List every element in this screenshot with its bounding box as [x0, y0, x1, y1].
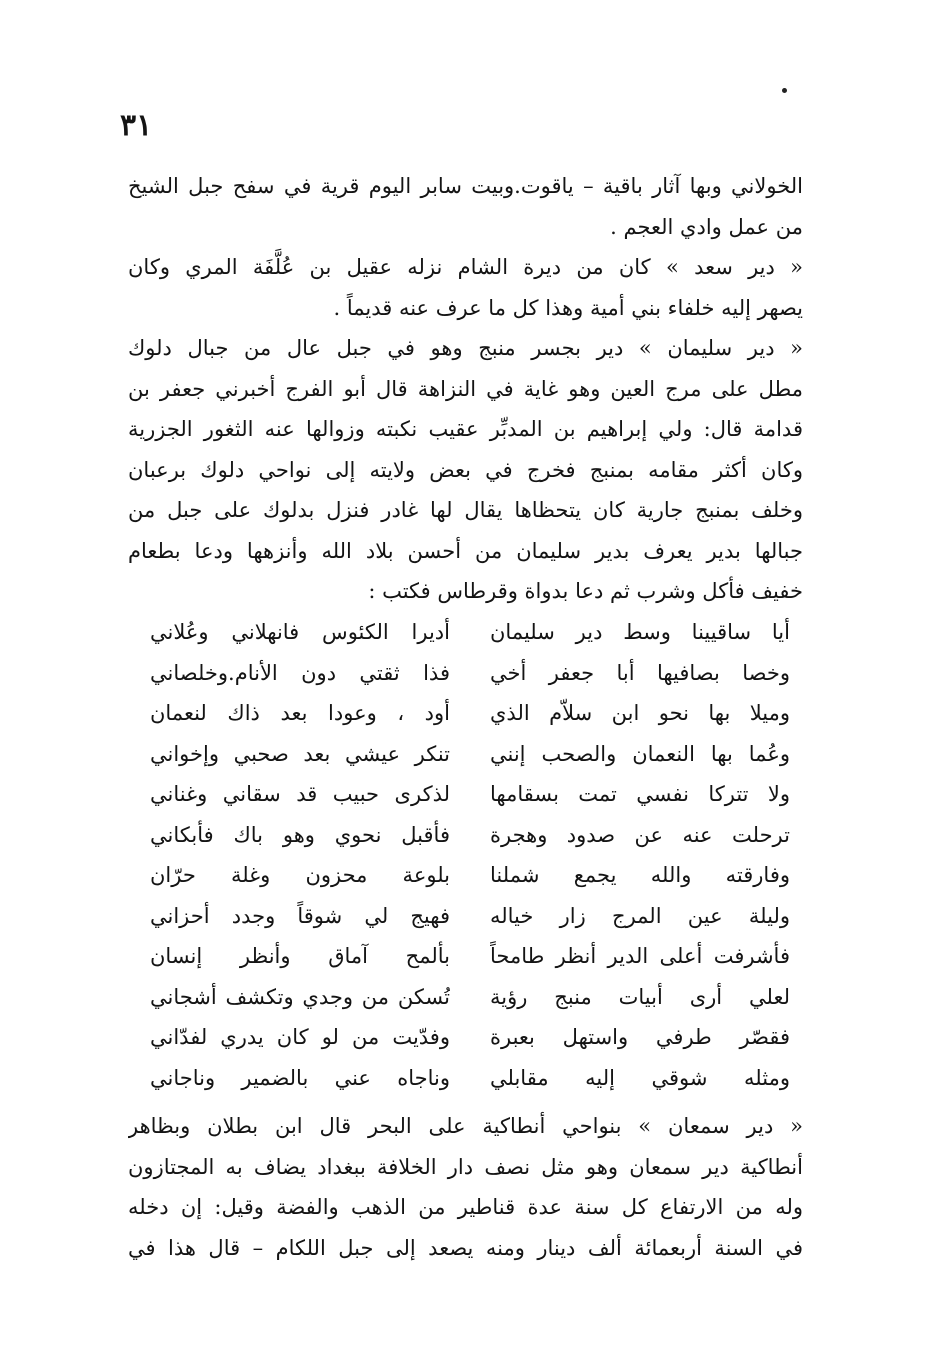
text-line: قدامة قال: ولي إبراهيم بن المدبِّر عقيب نكبته وزوالها عنه الثغور الجزرية [128, 417, 803, 441]
text-line: أنطاكية دير سمعان وهو مثل نصف دار الخلافة ببغداد يضاف به المجتازون [128, 1154, 803, 1179]
paragraph-deir-semaan [128, 1106, 803, 1268]
poem-verse [150, 815, 790, 856]
paragraph-deir-saad [128, 247, 803, 328]
page-number: ٣١ [120, 108, 153, 143]
text-line: جبالها بدير يعرف بدير سليمان من أحسن بلاد الله وأنزهها ودعا بطعام [128, 538, 803, 563]
verse-first-hemistich: فأشرفت أعلى الدير أنظر طامحاً [490, 944, 790, 968]
poem-verse [150, 977, 790, 1018]
poem-verse [150, 693, 790, 734]
verse-first-hemistich: ولا تتركا نفسي تمت بسقامها [490, 782, 790, 806]
text-line: « دير سليمان » دير بجسر منبج وهو في جبل عال من جبال دلوك [128, 336, 803, 360]
text-line: « دير سعد » كان من ديرة الشام نزله عقيل بن عُلَّفَة المري وكان [128, 255, 803, 279]
verse-first-hemistich: ومثله شوقي إليه مقابلي [490, 1065, 790, 1090]
verse-first-hemistich: فقصّر طرفي واستهل بعبرة [490, 1025, 790, 1049]
text-line: يصهر إليه خلفاء بني أمية وهذا كل ما عرف عنه قديماً . [333, 295, 803, 320]
verse-first-hemistich: وليلة عين المرج زار خياله [490, 903, 790, 928]
verse-first-hemistich: وخصا بصافيها أبا جعفر أخي [490, 660, 790, 685]
verse-second-hemistich: وناجاه عني بالضمير وناجاني [150, 1065, 450, 1090]
verse-first-hemistich: وفارقته والله يجمع شملنا [490, 863, 790, 887]
verse-second-hemistich: أود ، وعودا بعد ذاك لنعمان [150, 701, 450, 725]
verse-first-hemistich: وعُما بها النعمان والصحب إنني [490, 741, 790, 766]
text-line: وخلف بمنبج جارية كان يتحظاها يقال لها غادر فنزل بدلوك على جبل من [128, 498, 803, 522]
text-line: من عمل وادي العجم . [610, 214, 803, 239]
poem-verse [150, 1017, 790, 1058]
verse-first-hemistich: وميلا بها نحو ابن سلاّم الذي [490, 701, 790, 725]
verse-second-hemistich: فأقبل نحوي وهو باك فأبكاني [150, 822, 450, 847]
verse-first-hemistich: ترحلت عنه عن صدود وهجرة [490, 822, 790, 847]
verse-second-hemistich: وفدّيت من لو كان يدري لفدّاني [150, 1025, 450, 1049]
poem-verse [150, 936, 790, 977]
verse-second-hemistich: بألمح آماق وأنظر إنسان [150, 944, 450, 968]
verse-second-hemistich: تنكر عيشي بعد صحبي وإخواني [150, 741, 450, 766]
verse-second-hemistich: فذا ثقتي دون الأنام.وخلصاني [150, 660, 450, 685]
verse-second-hemistich: لذكرى حبيب قد سقاني وغناني [150, 782, 450, 806]
poem [150, 612, 790, 1098]
paragraph-top [128, 166, 803, 247]
text-line: « دير سمعان » بنواحي أنطاكية على البحر قال ابن بطلان وبظاهر [128, 1114, 803, 1138]
verse-second-hemistich: تُسكن من وجدي وتكشف أشجاني [150, 984, 450, 1009]
paragraph-deir-sulayman [128, 328, 803, 612]
verse-second-hemistich: فهيج لي شوقاً وجدد أحزاني [150, 903, 450, 928]
poem-verse [150, 855, 790, 896]
poem-verse [150, 612, 790, 653]
text-line: خفيف فأكل وشرب ثم دعا بدواة وقرطاس فكتب : [368, 579, 803, 603]
text-line: وله من الارتفاع كل سنة عدة قناطير من الذهب والفضة وقيل: إن دخله [128, 1195, 803, 1219]
poem-verse [150, 734, 790, 775]
ink-dot [782, 88, 787, 93]
text-line: في السنة أربعمائة ألف دينار ومنه يصعد إلى جبل اللكام – قال هذا في [128, 1235, 803, 1260]
verse-second-hemistich: بلوعة محزون وغلة حرّان [150, 863, 450, 887]
text-line: مطل على مرج العين وهو غاية في النزاهة قال أبو الفرج أخبرني جعفر بن [128, 376, 803, 401]
text-line: وكان أكثر مقامه بمنبج فخرج في بعض ولايته إلى نواحي دلوك برعبان [128, 457, 803, 482]
text-line: الخولاني وبها آثار باقية – ياقوت.وبيت سابر اليوم قرية في سفح جبل الشيخ [128, 174, 803, 198]
poem-verse [150, 896, 790, 937]
verse-second-hemistich: أديرا الكئوس فانهلاني وعُلاني [150, 620, 450, 644]
poem-verse [150, 653, 790, 694]
poem-verse [150, 774, 790, 815]
verse-first-hemistich: أيا ساقيينا وسط دير سليمان [490, 620, 790, 644]
verse-first-hemistich: لعلي أرى أبيات منبج رؤية [490, 984, 790, 1009]
poem-verse [150, 1058, 790, 1099]
